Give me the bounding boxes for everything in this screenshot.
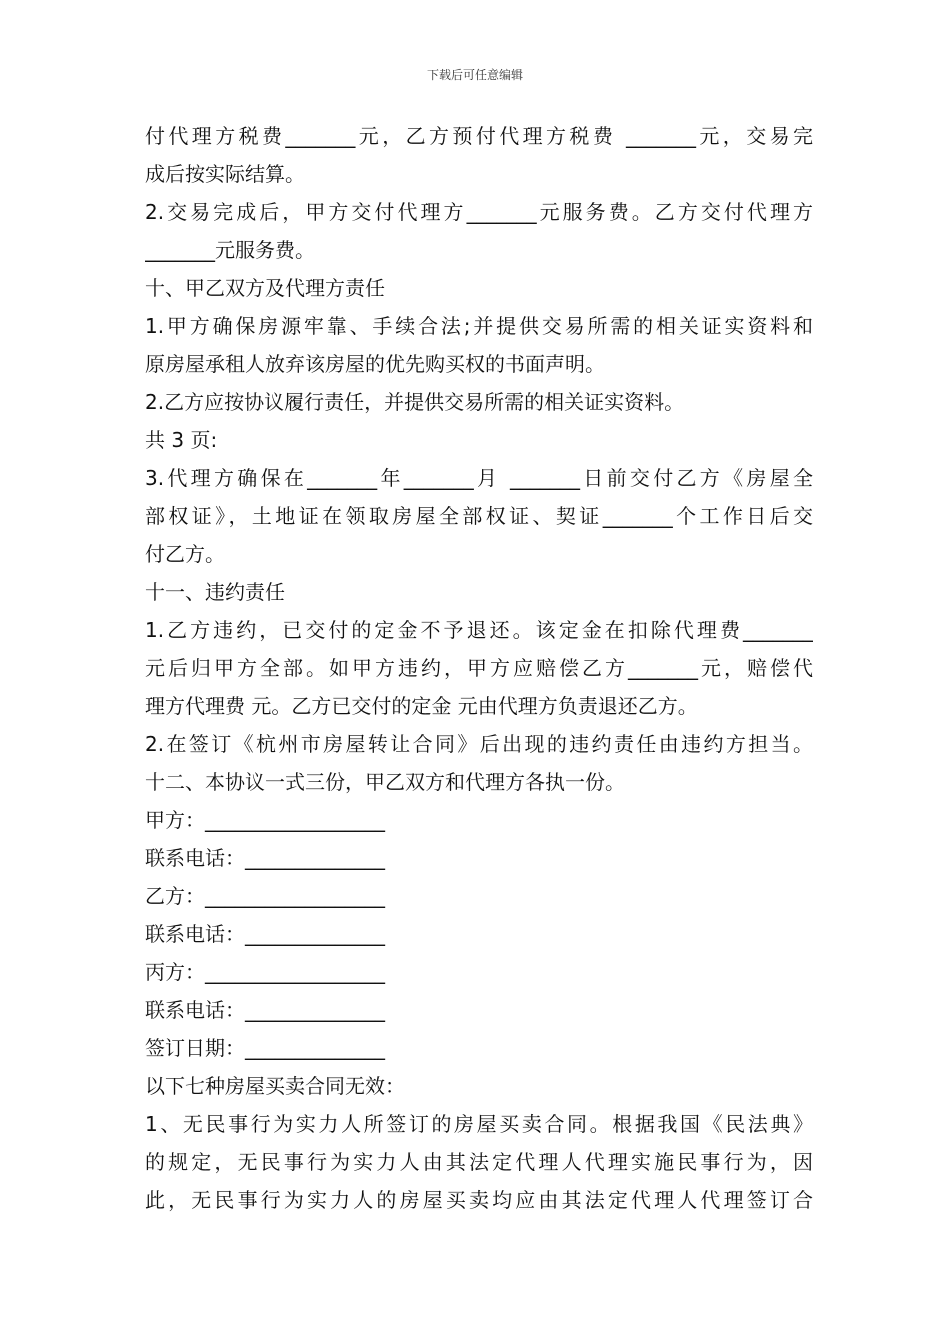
text-line: _______元服务费。 (145, 238, 315, 262)
text-line: 1.乙方违约，已交付的定金不予退还。该定金在扣除代理费_______ (145, 618, 813, 642)
section-heading: 十一、违约责任 (145, 580, 285, 604)
text-line: 2.在签订《杭州市房屋转让合同》后出现的违约责任由违约方担当。 (145, 732, 813, 756)
text-line: 付乙方。 (145, 542, 225, 566)
section-heading: 以下七种房屋买卖合同无效： (145, 1074, 405, 1098)
signature-field-phone: 联系电话：______________ (145, 846, 385, 870)
signature-field-phone: 联系电话：______________ (145, 922, 385, 946)
text-line: 成后按实际结算。 (145, 162, 305, 186)
text-line: 理方代理费 元。乙方已交付的定金 元由代理方负责退还乙方。 (145, 694, 698, 718)
page-count: 共 3 页: (145, 428, 218, 452)
section-heading: 十二、本协议一式三份，甲乙双方和代理方各执一份。 (145, 770, 625, 794)
signature-field-party-c: 丙方：__________________ (145, 960, 385, 984)
text-line: 付代理方税费_______元，乙方预付代理方税费 _______元，交易完 (145, 124, 813, 148)
page-header: 下载后可任意编辑 (426, 68, 523, 82)
text-line: 部权证》，土地证在领取房屋全部权证、契证_______个工作日后交 (145, 504, 813, 528)
signature-field-party-b: 乙方：__________________ (145, 884, 385, 908)
text-line: 1.甲方确保房源牢靠、手续合法;并提供交易所需的相关证实资料和 (145, 314, 813, 338)
signature-field-party-a: 甲方：__________________ (145, 808, 385, 832)
text-line: 原房屋承租人放弃该房屋的优先购买权的书面声明。 (145, 352, 605, 376)
signature-field-date: 签订日期：______________ (145, 1036, 385, 1060)
text-line: 1、无民事行为实力人所签订的房屋买卖合同。根据我国《民法典》 (145, 1112, 813, 1136)
signature-field-phone: 联系电话：______________ (145, 998, 385, 1022)
section-heading: 十、甲乙双方及代理方责任 (145, 276, 385, 300)
text-line: 3.代理方确保在_______年_______月 _______日前交付乙方《房屋全 (145, 466, 813, 490)
text-line: 此，无民事行为实力人的房屋买卖均应由其法定代理人代理签订合 (145, 1188, 813, 1212)
text-line: 2.乙方应按协议履行责任，并提供交易所需的相关证实资料。 (145, 390, 685, 414)
text-line: 的规定，无民事行为实力人由其法定代理人代理实施民事行为，因 (145, 1150, 813, 1174)
text-line: 元后归甲方全部。如甲方违约，甲方应赔偿乙方_______元，赔偿代 (145, 656, 813, 680)
document-body (145, 117, 813, 1219)
text-line: 2.交易完成后，甲方交付代理方_______元服务费。乙方交付代理方 (145, 200, 813, 224)
